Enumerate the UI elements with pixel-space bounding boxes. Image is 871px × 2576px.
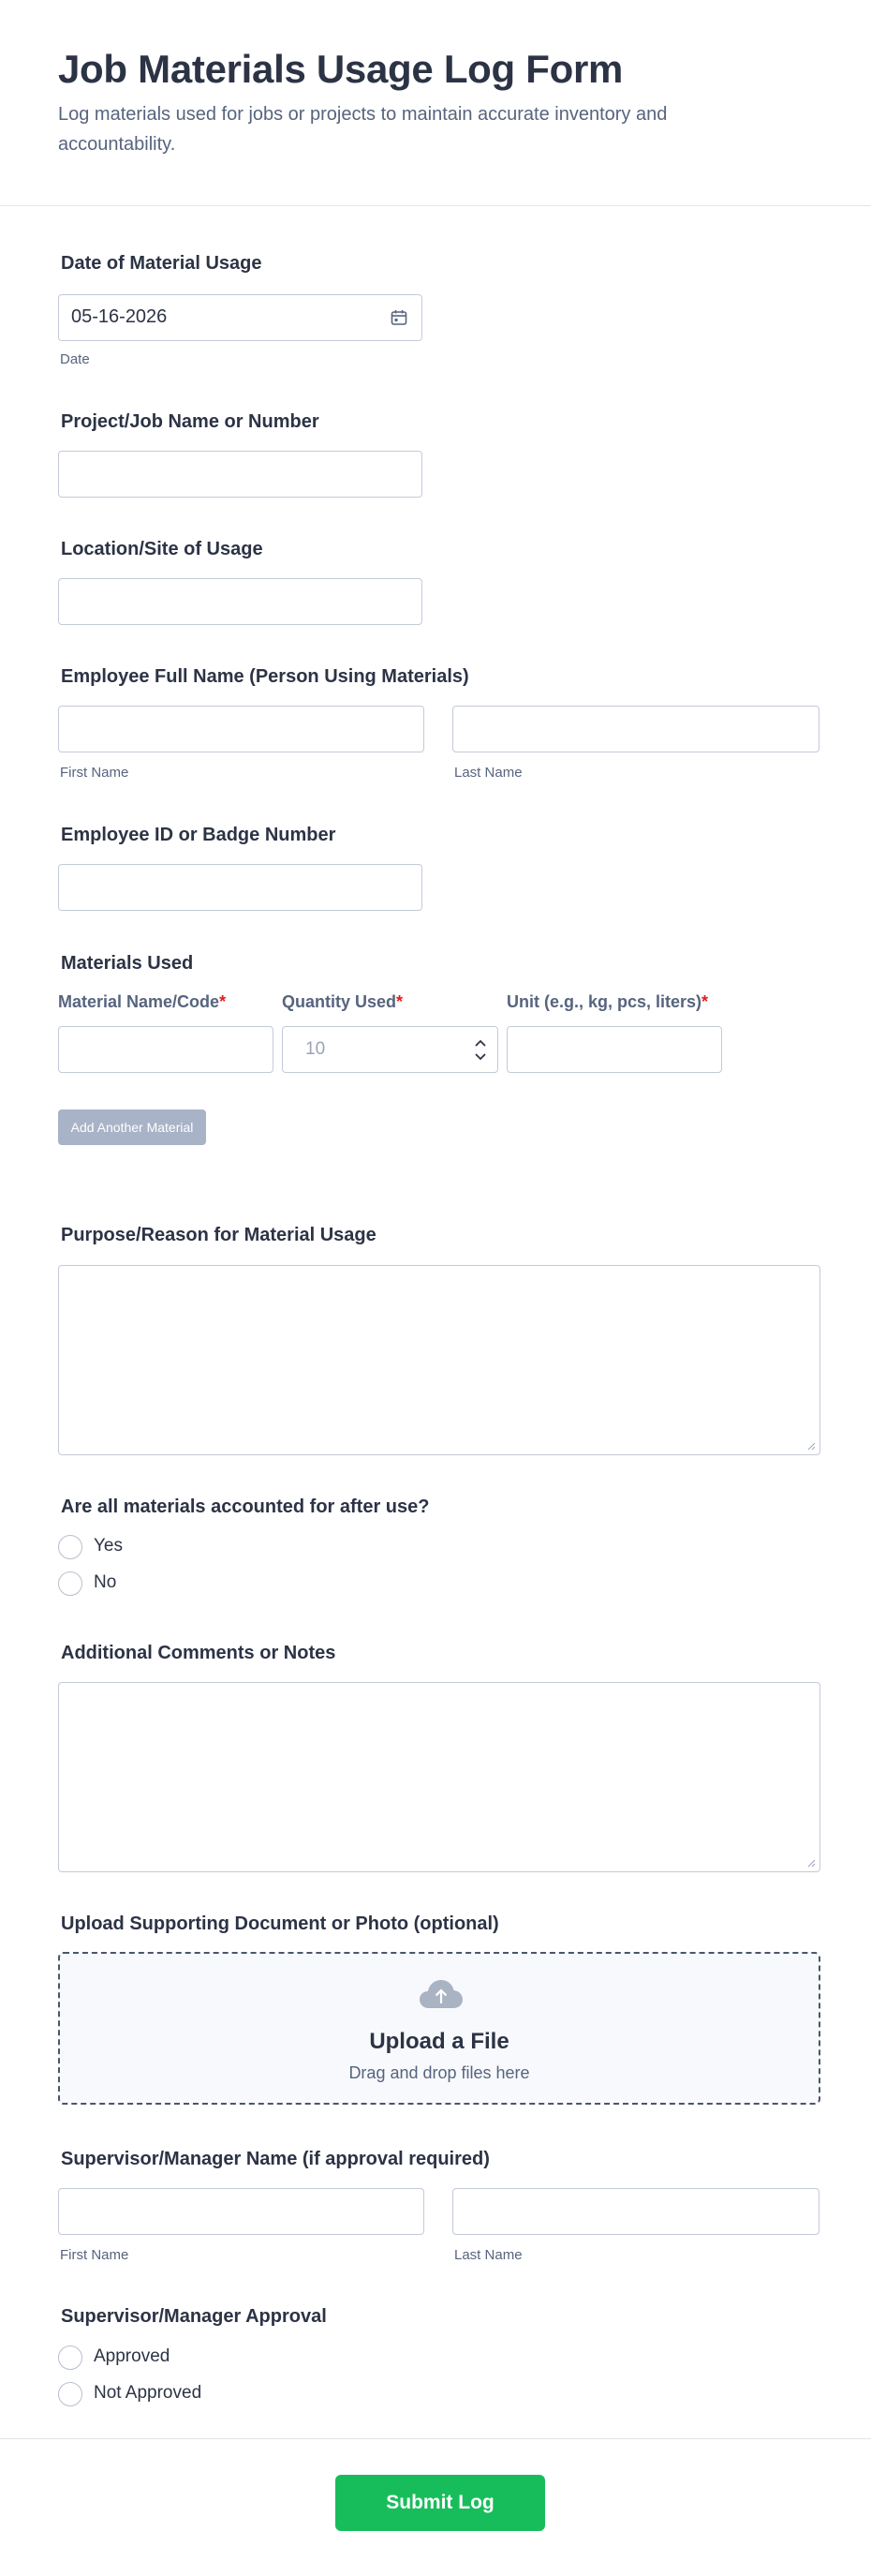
add-material-button[interactable]: Add Another Material [58,1109,206,1145]
employee-id-input[interactable] [58,864,422,911]
form-footer [0,2438,871,2576]
form-title: Job Materials Usage Log Form [58,47,624,91]
location-label: Location/Site of Usage [61,539,263,559]
supervisor-name-label: Supervisor/Manager Name (if approval required) [61,2149,490,2169]
quantity-placeholder: 10 [305,1039,326,1059]
form-header [0,0,871,206]
resize-grip-icon[interactable] [806,1441,816,1451]
material-name-column-label: Material Name/Code* [58,992,227,1011]
form-subtitle: Log materials used for jobs or projects to maintain accurate inventory and accountability. [58,104,668,155]
material-name-input[interactable] [58,1026,273,1073]
upload-dropzone[interactable] [58,1952,820,2105]
date-value: 05-16-2026 [71,306,168,327]
supervisor-last-name-input[interactable] [452,2188,819,2235]
upload-hint: Drag and drop files here [348,2063,530,2082]
submit-button[interactable]: Submit Log [335,2475,545,2531]
upload-label: Upload Supporting Document or Photo (optional) [61,1913,499,1934]
cloud-upload-icon [418,1978,465,2010]
employee-last-name-input[interactable] [452,706,819,752]
accounted-no-label: No [94,1572,117,1592]
radio-button[interactable] [58,2345,82,2370]
accounted-label: Are all materials accounted for after use? [61,1496,430,1517]
employee-last-name-sublabel: Last Name [454,765,523,781]
unit-input[interactable] [507,1026,722,1073]
resize-grip-icon[interactable] [806,1858,816,1868]
project-label: Project/Job Name or Number [61,411,319,432]
radio-button[interactable] [58,1571,82,1596]
supervisor-first-name-sublabel: First Name [60,2247,129,2263]
quantity-stepper[interactable] [282,1026,498,1073]
supervisor-last-name-sublabel: Last Name [454,2247,523,2263]
date-input[interactable] [58,294,422,341]
approval-label: Supervisor/Manager Approval [61,2306,327,2327]
calendar-icon[interactable] [390,308,408,327]
unit-column-label: Unit (e.g., kg, pcs, liters)* [507,992,709,1011]
date-label: Date of Material Usage [61,253,262,274]
materials-label: Materials Used [61,953,194,974]
comments-label: Additional Comments or Notes [61,1643,336,1663]
supervisor-first-name-input[interactable] [58,2188,424,2235]
radio-button[interactable] [58,1535,82,1559]
approval-approved-label: Approved [94,2346,170,2366]
comments-textarea[interactable] [58,1682,820,1872]
approval-not-approved-label: Not Approved [94,2383,202,2403]
employee-id-label: Employee ID or Badge Number [61,825,336,845]
upload-title: Upload a File [369,2029,509,2054]
employee-first-name-input[interactable] [58,706,424,752]
radio-button[interactable] [58,2382,82,2406]
date-sublabel: Date [60,351,90,367]
spinner-arrows-icon[interactable] [473,1035,488,1065]
quantity-column-label: Quantity Used* [282,992,404,1011]
location-input[interactable] [58,578,422,625]
purpose-label: Purpose/Reason for Material Usage [61,1225,376,1245]
employee-first-name-sublabel: First Name [60,765,129,781]
accounted-yes-label: Yes [94,1536,123,1556]
project-input[interactable] [58,451,422,498]
purpose-textarea[interactable] [58,1265,820,1455]
employee-name-label: Employee Full Name (Person Using Materials) [61,666,469,687]
